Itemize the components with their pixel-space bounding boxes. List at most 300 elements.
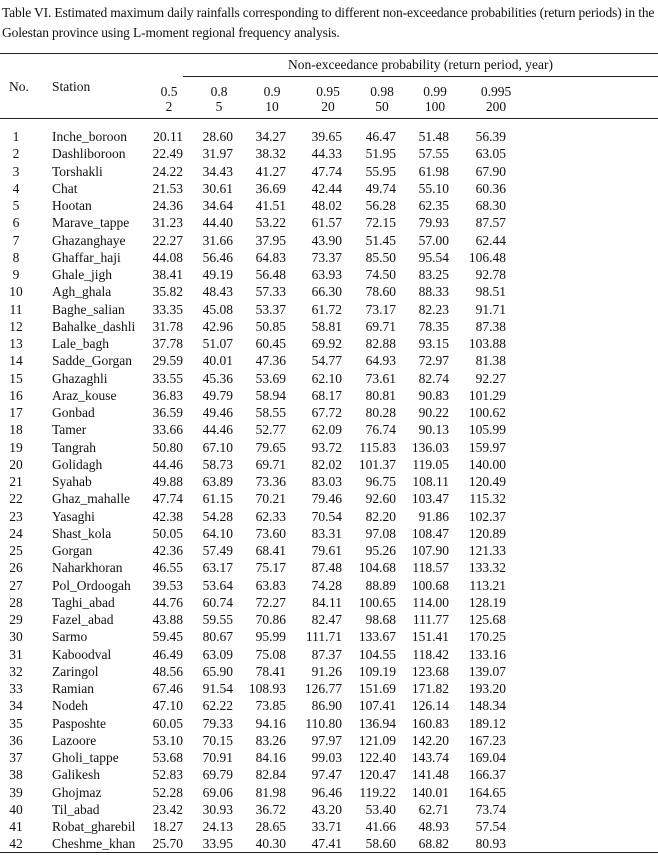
rainfall-value: 63.93 bbox=[311, 267, 342, 282]
rainfall-value: 84.11 bbox=[312, 594, 342, 610]
rainfall-value: 82.84 bbox=[255, 767, 286, 783]
station-name: Shast_kola bbox=[52, 525, 112, 541]
rainfall-value: 84.16 bbox=[255, 750, 286, 765]
row-number: 18 bbox=[9, 422, 23, 438]
header-station: Station bbox=[52, 79, 91, 94]
rainfall-value: 108.93 bbox=[248, 681, 286, 696]
station-name: Galikesh bbox=[52, 767, 100, 783]
row-number: 3 bbox=[12, 163, 20, 179]
rainfall-value: 62.71 bbox=[418, 801, 449, 817]
rainfall-value: 62.22 bbox=[202, 698, 233, 714]
row-number: 6 bbox=[12, 215, 20, 231]
rainfall-value: 80.93 bbox=[475, 836, 506, 852]
row-number: 11 bbox=[9, 301, 23, 317]
rainfall-value: 73.60 bbox=[255, 525, 286, 541]
rainfall-value: 35.82 bbox=[152, 284, 183, 300]
rainfall-value: 46.47 bbox=[365, 129, 396, 144]
rainfall-value: 61.98 bbox=[418, 163, 449, 179]
row-number: 26 bbox=[9, 560, 23, 576]
rainfall-value: 142.20 bbox=[411, 732, 449, 748]
station-name: Pasposhte bbox=[52, 715, 106, 731]
rainfall-value: 63.89 bbox=[202, 474, 233, 489]
station-name: Hootan bbox=[52, 198, 92, 213]
row-number: 37 bbox=[9, 750, 23, 765]
station-name: Pol_Ordoogah bbox=[52, 577, 131, 593]
rainfall-value: 18.27 bbox=[152, 819, 183, 834]
station-name: Ramian bbox=[52, 681, 94, 696]
rainfall-value: 120.89 bbox=[468, 525, 506, 541]
rainfall-value: 67.10 bbox=[202, 439, 233, 455]
rainfall-value: 52.28 bbox=[152, 784, 183, 800]
rainfall-value: 59.45 bbox=[152, 629, 183, 645]
rainfall-value: 62.35 bbox=[418, 198, 449, 213]
row-number: 9 bbox=[12, 267, 20, 282]
rainfall-value: 87.38 bbox=[475, 318, 506, 334]
rainfall-value: 57.33 bbox=[255, 284, 286, 300]
rainfall-value: 53.69 bbox=[255, 370, 286, 386]
rainfall-value: 63.09 bbox=[202, 646, 233, 662]
row-number: 30 bbox=[9, 629, 23, 645]
rainfall-value: 73.36 bbox=[255, 474, 286, 489]
rainfall-value: 21.53 bbox=[152, 180, 183, 196]
header-return-period: 20 bbox=[321, 99, 335, 114]
row-number: 33 bbox=[9, 681, 23, 696]
rainfall-value: 40.30 bbox=[255, 836, 286, 852]
station-name: Tamer bbox=[52, 422, 87, 438]
station-name: Robat_gharebil bbox=[52, 819, 136, 834]
rainfall-value: 58.73 bbox=[202, 456, 233, 472]
rainfall-value: 74.50 bbox=[365, 267, 396, 282]
rainfall-value: 43.88 bbox=[152, 612, 183, 627]
rainfall-value: 58.55 bbox=[255, 405, 286, 420]
station-name: Ghaz_mahalle bbox=[52, 491, 130, 507]
rainfall-value: 103.88 bbox=[468, 336, 506, 351]
station-name: Dashliboroon bbox=[52, 146, 126, 162]
row-number: 15 bbox=[9, 370, 23, 386]
row-number: 27 bbox=[9, 577, 23, 593]
rainfall-value: 79.61 bbox=[311, 543, 342, 558]
header-return-period: 200 bbox=[485, 99, 507, 114]
rainfall-value: 88.33 bbox=[418, 284, 449, 300]
station-name: Ghaffar_haji bbox=[52, 249, 121, 265]
rainfall-value: 53.68 bbox=[152, 750, 183, 765]
rainfall-value: 41.66 bbox=[365, 819, 396, 834]
rainfall-value: 68.41 bbox=[255, 543, 286, 558]
rainfall-value: 25.70 bbox=[152, 836, 183, 852]
rainfall-value: 113.21 bbox=[469, 577, 506, 593]
station-name: Lazoore bbox=[52, 732, 97, 748]
rainfall-value: 164.65 bbox=[468, 784, 506, 800]
rainfall-value: 46.49 bbox=[152, 646, 183, 662]
rainfall-value: 120.49 bbox=[468, 474, 506, 489]
rainfall-value: 59.55 bbox=[202, 612, 233, 627]
station-name: Gorgan bbox=[52, 543, 93, 558]
rainfall-value: 114.00 bbox=[412, 594, 449, 610]
rainfall-value: 72.27 bbox=[255, 594, 286, 610]
header-probability: 0.9 bbox=[263, 84, 281, 99]
station-name: Ghazanghaye bbox=[52, 232, 126, 248]
rainfall-value: 62.10 bbox=[311, 370, 342, 386]
rainfall-value: 29.59 bbox=[152, 353, 183, 369]
rainfall-value: 126.14 bbox=[411, 698, 449, 714]
rainfall-value: 83.25 bbox=[418, 267, 449, 282]
table-caption: Table VI. Estimated maximum daily rainfalls corresponding to different non-exceedance probabilities (return periods) in the Golestan province using L-moment regional frequency analysis. bbox=[2, 5, 655, 40]
rainfall-value: 42.38 bbox=[152, 508, 183, 524]
rainfall-value: 33.35 bbox=[152, 301, 183, 317]
header-group-label: Non-exceedance probability (return period, year) bbox=[288, 57, 553, 72]
rainfall-value: 98.68 bbox=[365, 612, 396, 627]
rainfall-value: 107.41 bbox=[358, 698, 396, 714]
rainfall-value: 88.89 bbox=[365, 577, 396, 593]
rainfall-value: 136.03 bbox=[411, 439, 449, 455]
row-number: 4 bbox=[12, 180, 20, 196]
rainfall-value: 45.08 bbox=[202, 301, 233, 317]
rainfall-value: 64.93 bbox=[365, 353, 396, 369]
rainfall-value: 47.74 bbox=[152, 491, 183, 507]
rainfall-value: 46.55 bbox=[152, 560, 183, 576]
rainfall-value: 110.80 bbox=[305, 715, 342, 731]
rainfall-value: 119.22 bbox=[359, 784, 396, 800]
rainfall-value: 44.33 bbox=[311, 146, 342, 162]
rainfall-value: 82.74 bbox=[418, 370, 449, 386]
rainfall-value: 100.68 bbox=[411, 577, 449, 593]
row-number: 13 bbox=[9, 336, 23, 351]
rainfall-value: 54.28 bbox=[202, 508, 233, 524]
rainfall-value: 91.26 bbox=[311, 663, 342, 679]
rainfall-value: 70.54 bbox=[311, 508, 342, 524]
rainfall-value: 53.10 bbox=[152, 732, 183, 748]
rainfall-value: 73.37 bbox=[311, 249, 342, 265]
station-name: Sadde_Gorgan bbox=[52, 353, 132, 369]
header-probability: 0.98 bbox=[370, 84, 394, 99]
rainfall-value: 47.10 bbox=[152, 698, 183, 714]
rainfall-value: 79.46 bbox=[311, 491, 342, 507]
rainfall-value: 69.71 bbox=[255, 456, 286, 472]
rainfall-value: 69.71 bbox=[365, 318, 396, 334]
row-number: 17 bbox=[9, 405, 23, 420]
rainfall-value: 96.46 bbox=[311, 784, 342, 800]
rainfall-value: 49.19 bbox=[202, 267, 233, 282]
rainfall-value: 139.07 bbox=[468, 663, 506, 679]
station-name: Torshakli bbox=[52, 163, 103, 179]
station-name: Baghe_salian bbox=[52, 301, 125, 317]
rainfall-value: 50.05 bbox=[152, 525, 183, 541]
rainfall-value: 159.97 bbox=[468, 439, 506, 455]
rainfall-value: 44.40 bbox=[202, 215, 233, 231]
row-number: 8 bbox=[12, 249, 20, 265]
rainfall-value: 49.88 bbox=[152, 474, 183, 489]
rainfall-value: 133.67 bbox=[358, 629, 396, 645]
rainfall-value: 105.99 bbox=[468, 422, 506, 438]
row-number: 12 bbox=[9, 318, 23, 334]
station-name: Ghazaghli bbox=[52, 370, 108, 386]
rainfall-value: 73.74 bbox=[475, 801, 506, 817]
header-probability: 0.5 bbox=[160, 84, 178, 99]
rainfall-value: 38.32 bbox=[255, 146, 286, 162]
rainfall-value: 31.23 bbox=[152, 215, 183, 231]
row-number: 36 bbox=[9, 732, 23, 748]
rainfall-value: 92.60 bbox=[365, 491, 396, 507]
rainfall-value: 123.68 bbox=[411, 663, 449, 679]
row-number: 38 bbox=[9, 767, 23, 783]
row-number: 42 bbox=[9, 836, 23, 852]
rainfall-value: 61.72 bbox=[311, 301, 342, 317]
rainfall-value: 97.47 bbox=[311, 767, 342, 783]
rainfall-value: 76.74 bbox=[365, 422, 396, 438]
row-number: 7 bbox=[12, 232, 20, 248]
rainfall-value: 63.17 bbox=[202, 560, 233, 576]
station-name: Gholi_tappe bbox=[52, 750, 119, 765]
station-name: Lale_bagh bbox=[52, 336, 109, 351]
rainfall-value: 193.20 bbox=[468, 681, 506, 696]
rainfall-value: 92.78 bbox=[475, 267, 506, 282]
rainfall-value: 22.49 bbox=[152, 146, 183, 162]
rainfall-value: 169.04 bbox=[468, 750, 506, 765]
rainfall-value: 47.41 bbox=[311, 836, 342, 852]
row-number: 35 bbox=[9, 715, 23, 731]
rainfall-value: 82.88 bbox=[365, 336, 396, 351]
rainfall-value: 37.78 bbox=[152, 336, 183, 351]
rainfall-value: 87.37 bbox=[311, 646, 342, 662]
row-number: 29 bbox=[9, 612, 23, 627]
rainfall-value: 24.13 bbox=[202, 819, 233, 834]
row-number: 1 bbox=[12, 129, 20, 144]
station-name: Cheshme_khan bbox=[52, 836, 136, 852]
rainfall-value: 63.83 bbox=[255, 577, 286, 593]
rainfall-value: 53.22 bbox=[255, 215, 286, 231]
rainfall-value: 75.17 bbox=[255, 560, 286, 576]
rainfall-value: 44.46 bbox=[202, 422, 233, 438]
rainfall-value: 66.30 bbox=[311, 284, 342, 300]
rainfall-value: 95.26 bbox=[365, 543, 396, 558]
rainfall-value: 143.74 bbox=[411, 750, 449, 765]
rainfall-value: 49.74 bbox=[365, 180, 396, 196]
rainfall-value: 56.46 bbox=[202, 249, 233, 265]
rainfall-value: 24.22 bbox=[152, 163, 183, 179]
rainfall-value: 81.98 bbox=[255, 784, 286, 800]
row-number: 24 bbox=[9, 525, 23, 541]
station-name: Kaboodval bbox=[52, 646, 112, 662]
rainfall-value: 52.77 bbox=[255, 422, 286, 438]
rainfall-value: 128.19 bbox=[468, 594, 506, 610]
rainfall-value: 68.30 bbox=[475, 198, 506, 213]
rainfall-value: 81.38 bbox=[475, 353, 506, 369]
rainfall-value: 57.55 bbox=[418, 146, 449, 162]
rainfall-value: 73.61 bbox=[365, 370, 396, 386]
station-name: Golidagh bbox=[52, 456, 103, 472]
rainfall-value: 33.71 bbox=[311, 819, 342, 834]
rainfall-value: 53.64 bbox=[202, 577, 233, 593]
rainfall-value: 115.83 bbox=[359, 439, 396, 455]
rainfall-value: 64.10 bbox=[202, 525, 233, 541]
rainfall-value: 63.05 bbox=[475, 146, 506, 162]
header-rule bbox=[0, 118, 658, 119]
rainfall-value: 102.37 bbox=[468, 508, 506, 524]
rainfall-value: 39.65 bbox=[311, 129, 342, 144]
rainfall-value: 58.81 bbox=[311, 318, 342, 334]
rainfall-value: 85.50 bbox=[365, 249, 396, 265]
station-name: Zaringol bbox=[52, 663, 99, 679]
station-name: Til_abad bbox=[52, 801, 100, 817]
rainfall-value: 103.47 bbox=[411, 491, 449, 507]
header-return-period: 100 bbox=[424, 99, 446, 114]
rainfall-value: 101.37 bbox=[358, 456, 396, 472]
rainfall-value: 97.08 bbox=[365, 525, 396, 541]
rainfall-value: 82.23 bbox=[418, 301, 449, 317]
rainfall-value: 79.93 bbox=[418, 215, 449, 231]
row-number: 20 bbox=[9, 456, 23, 472]
top-rule bbox=[0, 53, 658, 54]
rainfall-value: 151.41 bbox=[411, 629, 449, 645]
rainfall-value: 33.95 bbox=[202, 836, 233, 852]
rainfall-value: 60.05 bbox=[152, 715, 183, 731]
rainfall-value: 86.90 bbox=[311, 698, 342, 714]
rainfall-value: 97.97 bbox=[311, 732, 342, 748]
rainfall-value: 78.41 bbox=[255, 663, 286, 679]
rainfall-value: 93.15 bbox=[418, 336, 449, 351]
rainfall-value: 39.53 bbox=[152, 577, 183, 593]
rainfall-value: 91.54 bbox=[202, 681, 233, 696]
rainfall-value: 28.60 bbox=[202, 129, 233, 144]
rainfall-value: 31.78 bbox=[152, 318, 183, 334]
rainfall-value: 95.54 bbox=[418, 249, 449, 265]
rainfall-value: 82.47 bbox=[311, 612, 342, 627]
row-number: 23 bbox=[9, 508, 23, 524]
rainfall-value: 28.65 bbox=[255, 819, 286, 834]
rainfall-value: 58.60 bbox=[365, 836, 396, 852]
rainfall-value: 91.86 bbox=[418, 508, 449, 524]
rainfall-value: 90.13 bbox=[418, 422, 449, 438]
rainfall-value: 121.09 bbox=[358, 732, 396, 748]
station-name: Ghojmaz bbox=[52, 784, 102, 800]
rainfall-value: 118.57 bbox=[412, 560, 449, 576]
rainfall-value: 61.57 bbox=[311, 215, 342, 231]
rainfall-value: 43.20 bbox=[311, 801, 342, 817]
rainfall-value: 44.46 bbox=[152, 456, 183, 472]
rainfall-value: 64.83 bbox=[255, 249, 286, 265]
station-name: Marave_tappe bbox=[52, 215, 130, 231]
rainfall-value: 133.16 bbox=[468, 646, 506, 662]
rainfall-value: 115.32 bbox=[469, 491, 506, 507]
rainfall-value: 78.35 bbox=[418, 318, 449, 334]
rainfall-value: 166.37 bbox=[468, 767, 506, 783]
row-number: 28 bbox=[9, 594, 23, 610]
rainfall-value: 82.20 bbox=[365, 508, 396, 524]
rainfall-value: 33.66 bbox=[152, 422, 183, 438]
rainfall-value: 70.15 bbox=[202, 732, 233, 748]
rainfall-value: 120.47 bbox=[358, 767, 396, 783]
station-name: Agh_ghala bbox=[52, 284, 112, 300]
row-number: 34 bbox=[9, 698, 23, 714]
rainfall-value: 43.90 bbox=[311, 232, 342, 248]
row-number: 25 bbox=[9, 543, 23, 558]
rainfall-value: 68.82 bbox=[418, 836, 449, 852]
rainfall-value: 151.69 bbox=[358, 681, 396, 696]
header-no: No. bbox=[9, 79, 29, 94]
bottom-rule bbox=[0, 852, 658, 853]
rainfall-value: 51.48 bbox=[418, 129, 449, 144]
rainfall-value: 111.77 bbox=[412, 612, 449, 627]
rainfall-value: 50.85 bbox=[255, 318, 286, 334]
rainfall-value: 51.45 bbox=[365, 232, 396, 248]
station-name: Sarmo bbox=[52, 629, 88, 645]
rainfall-value: 60.45 bbox=[255, 336, 286, 351]
rainfall-value: 72.97 bbox=[418, 353, 449, 369]
rainfall-value: 48.02 bbox=[311, 198, 342, 213]
rainfall-value: 36.72 bbox=[255, 801, 286, 817]
rainfall-value: 50.80 bbox=[152, 439, 183, 455]
rainfall-value: 95.99 bbox=[255, 629, 286, 645]
row-number: 40 bbox=[9, 801, 23, 817]
rainfall-value: 65.90 bbox=[202, 663, 233, 679]
rainfall-value: 136.94 bbox=[358, 715, 396, 731]
rainfall-value: 30.93 bbox=[202, 801, 233, 817]
rainfall-value: 96.75 bbox=[365, 474, 396, 489]
rainfall-value: 74.28 bbox=[311, 577, 342, 593]
rainfall-value: 24.36 bbox=[152, 198, 183, 213]
rainfall-value: 41.51 bbox=[255, 198, 286, 213]
header-probability: 0.95 bbox=[316, 84, 340, 99]
station-name: Gonbad bbox=[52, 405, 95, 420]
rainfall-value: 87.57 bbox=[475, 215, 506, 231]
rainfall-value: 34.64 bbox=[202, 198, 233, 213]
station-name: Naharkhoran bbox=[52, 560, 123, 576]
rainfall-value: 80.67 bbox=[202, 629, 233, 645]
rainfall-value: 62.09 bbox=[311, 422, 342, 438]
rainfall-value: 75.08 bbox=[255, 646, 286, 662]
header-probability: 0.8 bbox=[210, 84, 228, 99]
rainfall-value: 69.92 bbox=[311, 336, 342, 351]
rainfall-value: 56.39 bbox=[475, 129, 506, 144]
rainfall-value: 121.33 bbox=[468, 543, 506, 558]
rainfall-value: 125.68 bbox=[468, 612, 506, 627]
station-name: Nodeh bbox=[52, 698, 88, 714]
rainfall-value: 70.21 bbox=[255, 491, 286, 507]
rainfall-value: 104.68 bbox=[358, 560, 396, 576]
rainfall-value: 69.79 bbox=[202, 767, 233, 783]
rainfall-value: 111.71 bbox=[305, 629, 342, 645]
rainfall-value: 107.90 bbox=[411, 543, 449, 558]
rainfall-value: 34.27 bbox=[255, 129, 286, 144]
rainfall-value: 53.40 bbox=[365, 801, 396, 817]
station-name: Taghi_abad bbox=[52, 594, 115, 610]
rainfall-value: 140.00 bbox=[468, 456, 506, 472]
station-name: Tangrah bbox=[52, 439, 97, 455]
rainfall-value: 91.71 bbox=[475, 301, 506, 317]
row-number: 10 bbox=[9, 284, 23, 300]
header-return-period: 50 bbox=[375, 99, 389, 114]
rainfall-value: 57.54 bbox=[475, 819, 506, 834]
rainfall-value: 53.37 bbox=[255, 301, 286, 317]
rainfall-value: 118.42 bbox=[412, 646, 449, 662]
rainfall-value: 48.93 bbox=[418, 819, 449, 834]
rainfall-value: 167.23 bbox=[468, 732, 506, 748]
rainfall-value: 78.60 bbox=[365, 284, 396, 300]
header-probability: 0.995 bbox=[480, 84, 512, 99]
row-number: 21 bbox=[9, 474, 23, 489]
rainfall-value: 171.82 bbox=[411, 681, 449, 696]
rainfall-value: 140.01 bbox=[411, 784, 449, 800]
header-return-period: 5 bbox=[215, 99, 223, 114]
rainfall-value: 61.15 bbox=[202, 491, 233, 507]
row-number: 41 bbox=[9, 819, 23, 834]
rainfall-value: 36.59 bbox=[152, 405, 183, 420]
rainfall-value: 68.17 bbox=[311, 387, 342, 403]
rainfall-value: 42.44 bbox=[311, 180, 342, 196]
rainfall-value: 99.03 bbox=[311, 750, 342, 765]
rainfall-value: 69.06 bbox=[202, 784, 233, 800]
rainfall-value: 42.36 bbox=[152, 543, 183, 558]
